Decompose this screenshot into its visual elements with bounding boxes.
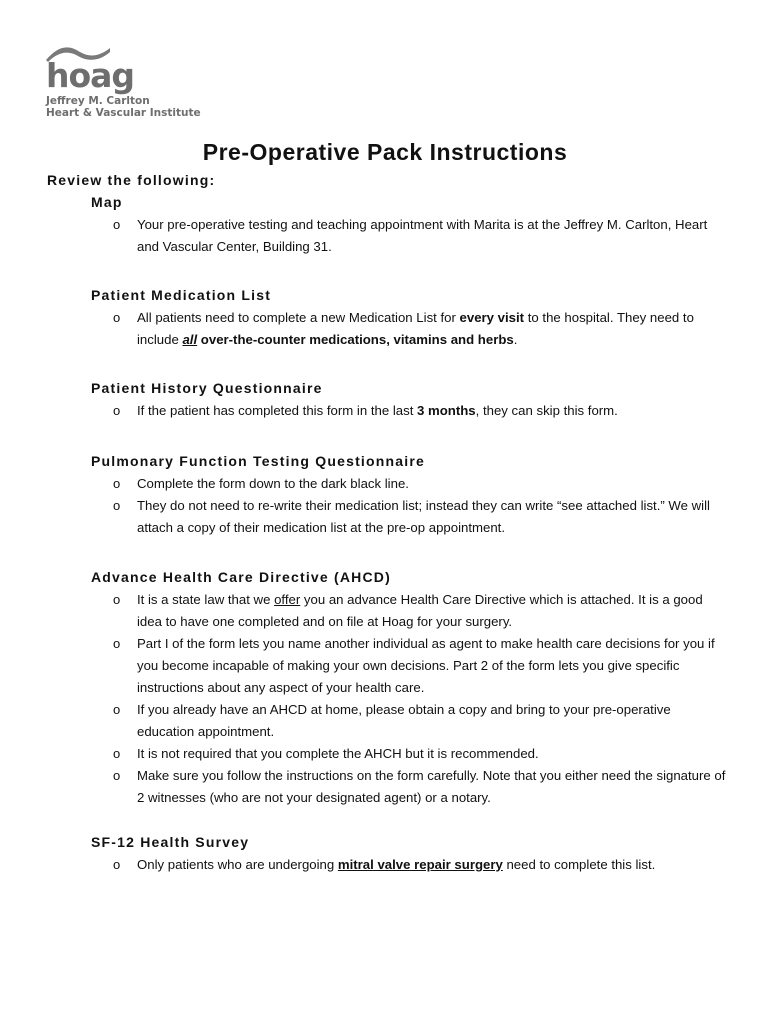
section-heading: SF-12 Health Survey [91, 834, 250, 850]
bullet-text: need to complete this list. [502, 857, 656, 872]
bullet-mark: o [113, 217, 121, 232]
bold-text: 3 months [417, 403, 476, 418]
bullet-text: All patients need to complete a new Medication List for [137, 310, 460, 325]
bullet-text: Complete the form down to the dark black line. [137, 476, 409, 491]
section-history-questionnaire [91, 380, 731, 422]
bullet-mark: o [113, 403, 121, 418]
section-pulmonary-questionnaire [91, 453, 731, 539]
section-heading: Map [91, 194, 123, 210]
bold-underlined-text: mitral valve repair surgery [337, 857, 503, 872]
bullet-mark: o [113, 768, 121, 783]
bullet-text: If the patient has completed this form in the last [137, 403, 418, 418]
bullet-text: Make sure you follow the instructions on the form carefully. Note that you either need the signature of 2 witnesses (who are not your designated agent) or a notary. [137, 768, 726, 805]
bullet-text: Part I of the form lets you name another individual as agent to make health care decisions for you if you become incapable of making your own decisions. Part 2 of the form lets you give specific instructions about any aspect of your health care. [137, 636, 715, 695]
bullet-text: If you already have an AHCD at home, please obtain a copy and bring to your pre-operative education appointment. [137, 702, 671, 739]
bullet-mark: o [113, 746, 121, 761]
bold-text: every visit [459, 310, 525, 325]
section-heading: Advance Health Care Directive (AHCD) [91, 569, 391, 585]
list-item [91, 633, 731, 699]
review-label: Review the following: [47, 172, 216, 188]
section-map [91, 194, 731, 258]
section-heading: Patient Medication List [91, 287, 272, 303]
list-item [91, 589, 731, 633]
list-item [91, 473, 731, 495]
logo-line-1: Jeffrey M. Carlton [46, 95, 150, 107]
list-item [91, 854, 731, 876]
bullet-text: . [513, 332, 518, 347]
list-item [91, 765, 731, 809]
page-title: Pre-Operative Pack Instructions [202, 139, 568, 165]
emphasis-text: all [182, 332, 198, 347]
bullet-text: Your pre-operative testing and teaching appointment with Marita is at the Jeffrey M. Carlton, Heart and Vascular Center, Building 31. [137, 217, 708, 254]
hoag-logo [44, 42, 204, 122]
bullet-mark: o [113, 592, 121, 607]
list-item [91, 495, 731, 539]
bullet-mark: o [113, 636, 121, 651]
bold-text: over-the-counter medications, vitamins and herbs [197, 332, 514, 347]
section-ahcd [91, 569, 731, 809]
underlined-text: offer [274, 592, 301, 607]
bullet-mark: o [113, 310, 121, 325]
list-item [91, 400, 731, 422]
logo-line-2: Heart & Vascular Institute [46, 107, 201, 119]
bullet-mark: o [113, 498, 121, 513]
bullet-mark: o [113, 857, 121, 872]
section-heading: Pulmonary Function Testing Questionnaire [91, 453, 425, 469]
bullet-text: They do not need to re-write their medication list; instead they can write “see attached list.” We will attach a copy of their medication list at the pre-op appointment. [137, 498, 710, 535]
list-item [91, 743, 731, 765]
bullet-text: to the hospital. They need to include [137, 310, 694, 347]
bullet-mark: o [113, 702, 121, 717]
logo-wordmark: hoag [46, 56, 135, 95]
list-item [91, 699, 731, 743]
list-item [91, 307, 731, 351]
list-item [91, 214, 731, 258]
bullet-text: , they can skip this form. [475, 403, 618, 418]
bullet-text: It is not required that you complete the AHCH but it is recommended. [137, 746, 539, 761]
bullet-text: Only patients who are undergoing [137, 857, 338, 872]
bullet-mark: o [113, 476, 121, 491]
section-medication-list [91, 287, 731, 351]
bullet-text: you an advance Health Care Directive which is attached. It is a good idea to have one completed and on file at Hoag for your surgery. [137, 592, 703, 629]
section-heading: Patient History Questionnaire [91, 380, 323, 396]
section-sf12-survey [91, 834, 731, 876]
bullet-text: It is a state law that we [137, 592, 275, 607]
